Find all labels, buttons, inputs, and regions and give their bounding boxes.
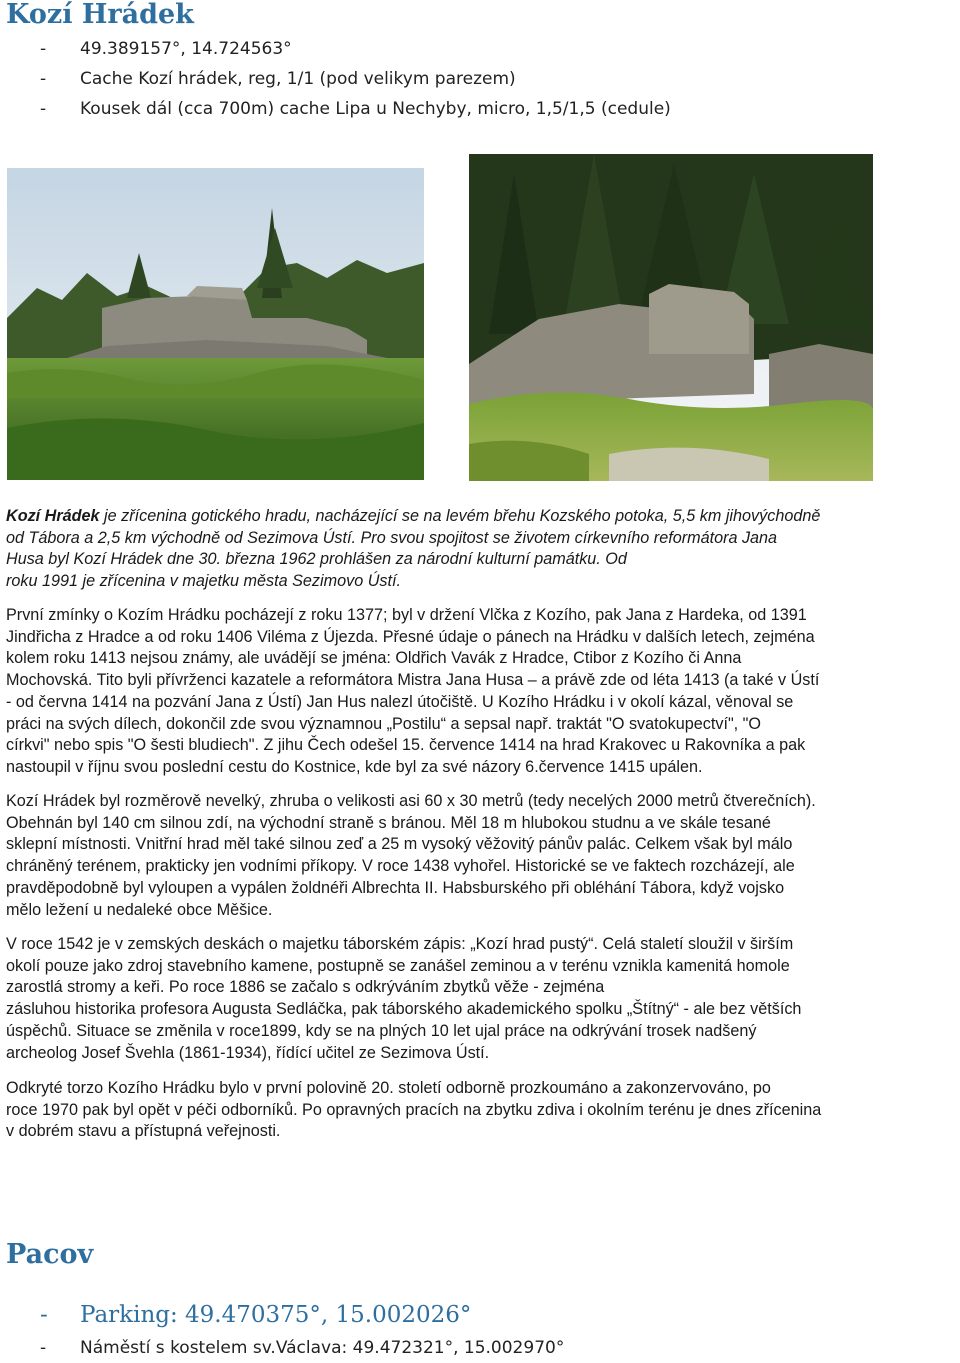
- ruins-meadow-photo: [7, 168, 424, 480]
- cache-text: Cache Kozí hrádek, reg, 1/1 (pod velikym parezem): [80, 69, 516, 89]
- history-paragraph: První zmínky o Kozím Hrádku pocházejí z roku 1377; byl v držení Vlčka z Kozího, pak Jana z Hardeka, od 1391 Jindřicha z Hradce a od roku 1406 Viléma z Újezda. Přesné údaje o pánech na Hrádku v dalších letech, zejména kolem roku 1413 nejsou známy, ale uvádějí se jména: Oldřich Vavák z Hradce, Ctibor z Kozího či Anna Mochovská. Tito byli přívrženci kazatele a reformátora Mistra Jana Husa – a právě zde od léta 1413 (a také v Ústí - od června 1414 na pozvání Jana z Ústí) Jan Hus nalezl útočiště. U Kozího Hrádku i v okolí kázal, věnoval se práci na svých dílech, dokončil zde svou významnou „Postilu“ a sepsal např. traktát "O svatokupectví", "O církvi" nebo spis "O šesti bludiech". Z jihu Čech odešel 15. července 1414 na hrad Krakovec u Rakovníka a pak nastoupil v říjnu svou poslední cestu do Kostnice, kde byl za své názory 6.července 1415 upálen.: [6, 606, 820, 776]
- section-title-kozi-hradek: Kozí Hrádek: [6, 0, 194, 30]
- kozi-hradek-info-list: [0, 34, 671, 124]
- pacov-square-list: [0, 1333, 564, 1363]
- list-item: - Náměstí s kostelem sv.Václava: 49.472321°, 15.002970°: [40, 1338, 565, 1358]
- conservation-paragraph: Odkryté torzo Kozího Hrádku bylo v první polovině 20. století odborně prozkoumáno a zakonzervováno, po roce 1970 pak byl opět v péči odborníků. Po opravných pracích na zbytku zdiva i okolním terénu je dnes zřícenina v dobrém stavu a přístupná veřejnosti.: [6, 1079, 822, 1141]
- square-coordinates: Náměstí s kostelem sv.Václava: 49.472321°, 15.002970°: [80, 1338, 565, 1358]
- list-item: - 49.389157°, 14.724563°: [40, 39, 292, 59]
- list-item: - Parking: 49.470375°, 15.002026°: [40, 1302, 472, 1328]
- parking-coordinates: Parking: 49.470375°, 15.002026°: [80, 1302, 472, 1328]
- cache-nearby-text: Kousek dál (cca 700m) cache Lipa u Nechyby, micro, 1,5/1,5 (cedule): [80, 99, 671, 119]
- list-item: - Kousek dál (cca 700m) cache Lipa u Nechyby, micro, 1,5/1,5 (cedule): [40, 99, 671, 119]
- section-title-pacov: Pacov: [6, 1239, 94, 1270]
- intro-bold-name: Kozí Hrádek: [6, 507, 100, 525]
- coordinates-text: 49.389157°, 14.724563°: [80, 39, 292, 59]
- later-history-paragraph: V roce 1542 je v zemských deskách o majetku táborském zápis: „Kozí hrad pustý“. Celá staletí sloužil v širším okolí pouze jako zdroj stavebního kamene, postupně se zanášel zeminou a v terénu vznikla kamenitá homole zarostlá stromy a keři. Po roce 1886 se začalo s odkrýváním zbytků věže - zejména zásluhou historika profesora Augusta Sedláčka, pak táborského akademického spolku „Štítný“ - ale bez větších úspěchů. Situace se změnila v roce1899, kdy se na plných 10 let ujal práce na odkrývání trosek nadšený archeolog Josef Švehla (1861-1934), řídící učitel ze Sezimova Ústí.: [6, 935, 802, 1062]
- ruins-walls-photo: [469, 154, 873, 481]
- pacov-info-list: [0, 1298, 471, 1332]
- list-item: - Cache Kozí hrádek, reg, 1/1 (pod velikym parezem): [40, 69, 516, 89]
- castle-size-paragraph: Kozí Hrádek byl rozměrově nevelký, zhruba o velikosti asi 60 x 30 metrů (tedy necelých 2000 metrů čtverečních). Obehnán byl 140 cm silnou zdí, na východní straně s bránou. Měl 18 m hlubokou studnu a ve skále tesané sklepní místnosti. Vnitřní hrad měl také silnou zeď a 25 m vysoký věžovitý pánův palác. Celkem však byl málo chráněný terénem, prakticky jen vodními příkopy. V roce 1438 vyhořel. Historické se ve faktech rozcházejí, ale pravděpodobně byl vyloupen a vypálen žoldnéři Albrechta II. Habsburského při obléhání Tábora, když vojsko mělo ležení u nedaleké obce Měšice.: [6, 792, 816, 919]
- intro-paragraph: Kozí Hrádek je zřícenina gotického hradu, nacházející se na levém břehu Kozského potoka, 5,5 km jihovýchodně od Tábora a 2,5 km východně od Sezimova Ústí. Pro svou spojitost se životem církevního reformátora Jana Husa byl Kozí Hrádek dne 30. března 1962 prohlášen za národní kulturní památku. Od roku 1991 je zřícenina v majetku města Sezimovo Ústí.: [6, 507, 821, 591]
